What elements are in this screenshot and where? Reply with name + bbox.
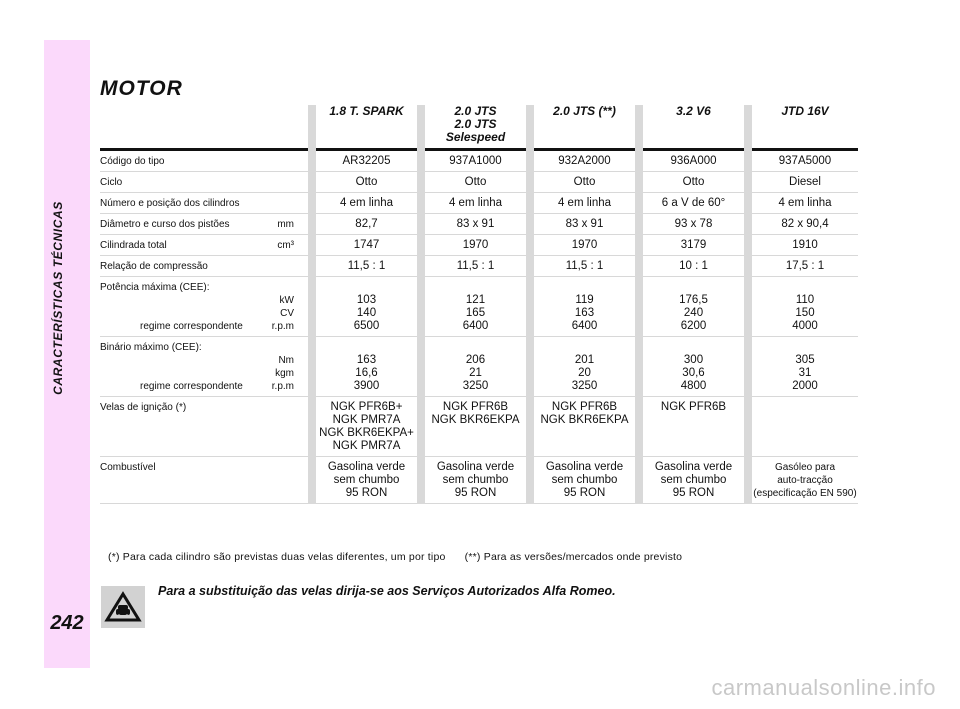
cell: 300 30,6 4800 <box>639 337 748 397</box>
cell: 6 a V de 60° <box>639 193 748 214</box>
table-row <box>100 277 858 337</box>
cell: 110 150 4000 <box>748 277 858 337</box>
cell: 305 31 2000 <box>748 337 858 397</box>
cell: 1747 <box>312 235 421 256</box>
table-row <box>100 235 858 256</box>
cell <box>748 397 858 457</box>
row-label <box>100 277 312 337</box>
table-row <box>100 397 858 457</box>
cell: 206 21 3250 <box>421 337 530 397</box>
row-label: Número e posição dos cilindros <box>100 193 312 214</box>
cell: 936A000 <box>639 150 748 172</box>
cell: 3179 <box>639 235 748 256</box>
header-blank <box>100 105 312 150</box>
cell: NGK PFR6B NGK BKR6EKPA <box>421 397 530 457</box>
cell: 82 x 90,4 <box>748 214 858 235</box>
row-label: Código do tipo <box>100 150 312 172</box>
watermark: carmanualsonline.info <box>711 675 936 700</box>
cell: AR32205 <box>312 150 421 172</box>
cell: 11,5 : 1 <box>530 256 639 277</box>
cell: 4 em linha <box>530 193 639 214</box>
cell: 1970 <box>530 235 639 256</box>
chapter-title: CARACTERÍSTICAS TÉCNICAS <box>51 201 65 395</box>
section-title: MOTOR <box>100 77 183 100</box>
cell: 937A1000 <box>421 150 530 172</box>
cell: 10 : 1 <box>639 256 748 277</box>
engine-header: 3.2 V6 <box>639 105 748 150</box>
cell: Otto <box>639 172 748 193</box>
row-label: Relação de compressão <box>100 256 312 277</box>
page-number: 242 <box>50 612 84 634</box>
cell: Diesel <box>748 172 858 193</box>
cell: 11,5 : 1 <box>312 256 421 277</box>
cell: Gasolina verde sem chumbo 95 RON <box>312 457 421 504</box>
cell: 937A5000 <box>748 150 858 172</box>
cell: 82,7 <box>312 214 421 235</box>
engine-spec-table <box>100 105 858 504</box>
cell: NGK PFR6B NGK BKR6EKPA <box>530 397 639 457</box>
cell: NGK PFR6B <box>639 397 748 457</box>
table-row <box>100 337 858 397</box>
table-row <box>100 172 858 193</box>
cell: 103 140 6500 <box>312 277 421 337</box>
cell: 83 x 91 <box>421 214 530 235</box>
engine-header: JTD 16V <box>748 105 858 150</box>
cell: 83 x 91 <box>530 214 639 235</box>
regime-label: regime correspondente <box>140 381 243 392</box>
cell: 163 16,6 3900 <box>312 337 421 397</box>
cell: Gasolina verde sem chumbo 95 RON <box>530 457 639 504</box>
cell: 93 x 78 <box>639 214 748 235</box>
unit-label: mm <box>277 219 294 230</box>
footnote-1: (*) Para cada cilindro são previstas duas velas diferentes, um por tipo <box>108 551 446 563</box>
cell: Gasolina verde sem chumbo 95 RON <box>421 457 530 504</box>
label-text: Cilindrada total <box>100 240 167 251</box>
label-text: Potência máxima (CEE): <box>100 282 210 293</box>
table-row <box>100 457 858 504</box>
car-warning-icon <box>101 586 145 628</box>
engine-header: 2.0 JTS 2.0 JTS Selespeed <box>421 105 530 150</box>
table-row <box>100 150 858 172</box>
cell: Otto <box>312 172 421 193</box>
unit-label: Nm <box>278 355 294 366</box>
cell: 17,5 : 1 <box>748 256 858 277</box>
label-text: Binário máximo (CEE): <box>100 342 202 353</box>
regime-label: regime correspondente <box>140 321 243 332</box>
row-label <box>100 214 312 235</box>
cell: 176,5 240 6200 <box>639 277 748 337</box>
cell: 119 163 6400 <box>530 277 639 337</box>
engine-header: 2.0 JTS (**) <box>530 105 639 150</box>
unit-label: r.p.m <box>271 321 294 332</box>
cell: 121 165 6400 <box>421 277 530 337</box>
unit-label: kgm <box>275 368 294 379</box>
unit-label: cm³ <box>277 240 294 251</box>
row-label: Ciclo <box>100 172 312 193</box>
cell: 4 em linha <box>421 193 530 214</box>
cell: 932A2000 <box>530 150 639 172</box>
cell: 4 em linha <box>312 193 421 214</box>
warning-text: Para a substituição das velas dirija-se aos Serviços Autorizados Alfa Romeo. <box>158 584 616 598</box>
cell: 1970 <box>421 235 530 256</box>
row-label <box>100 337 312 397</box>
label-text: Diâmetro e curso dos pistões <box>100 219 230 230</box>
table-header-row <box>100 105 858 150</box>
table-row <box>100 193 858 214</box>
row-label <box>100 235 312 256</box>
cell: 4 em linha <box>748 193 858 214</box>
cell: 1910 <box>748 235 858 256</box>
cell: Gasolina verde sem chumbo 95 RON <box>639 457 748 504</box>
row-label: Combustível <box>100 457 312 504</box>
table-row <box>100 256 858 277</box>
table-row <box>100 214 858 235</box>
cell: 11,5 : 1 <box>421 256 530 277</box>
unit-label: r.p.m <box>271 381 294 392</box>
cell: Otto <box>421 172 530 193</box>
engine-header: 1.8 T. SPARK <box>312 105 421 150</box>
unit-label: CV <box>280 308 294 319</box>
footnote-2: (**) Para as versões/mercados onde previsto <box>464 551 683 563</box>
cell: NGK PFR6B+ NGK PMR7A NGK BKR6EKPA+ NGK PMR7A <box>312 397 421 457</box>
row-label: Velas de ignição (*) <box>100 397 312 457</box>
unit-label: kW <box>279 295 294 306</box>
cell: 201 20 3250 <box>530 337 639 397</box>
footnotes <box>108 551 698 563</box>
cell: Otto <box>530 172 639 193</box>
cell: Gasóleo para auto-tracção (especificação EN 590) <box>748 457 858 504</box>
